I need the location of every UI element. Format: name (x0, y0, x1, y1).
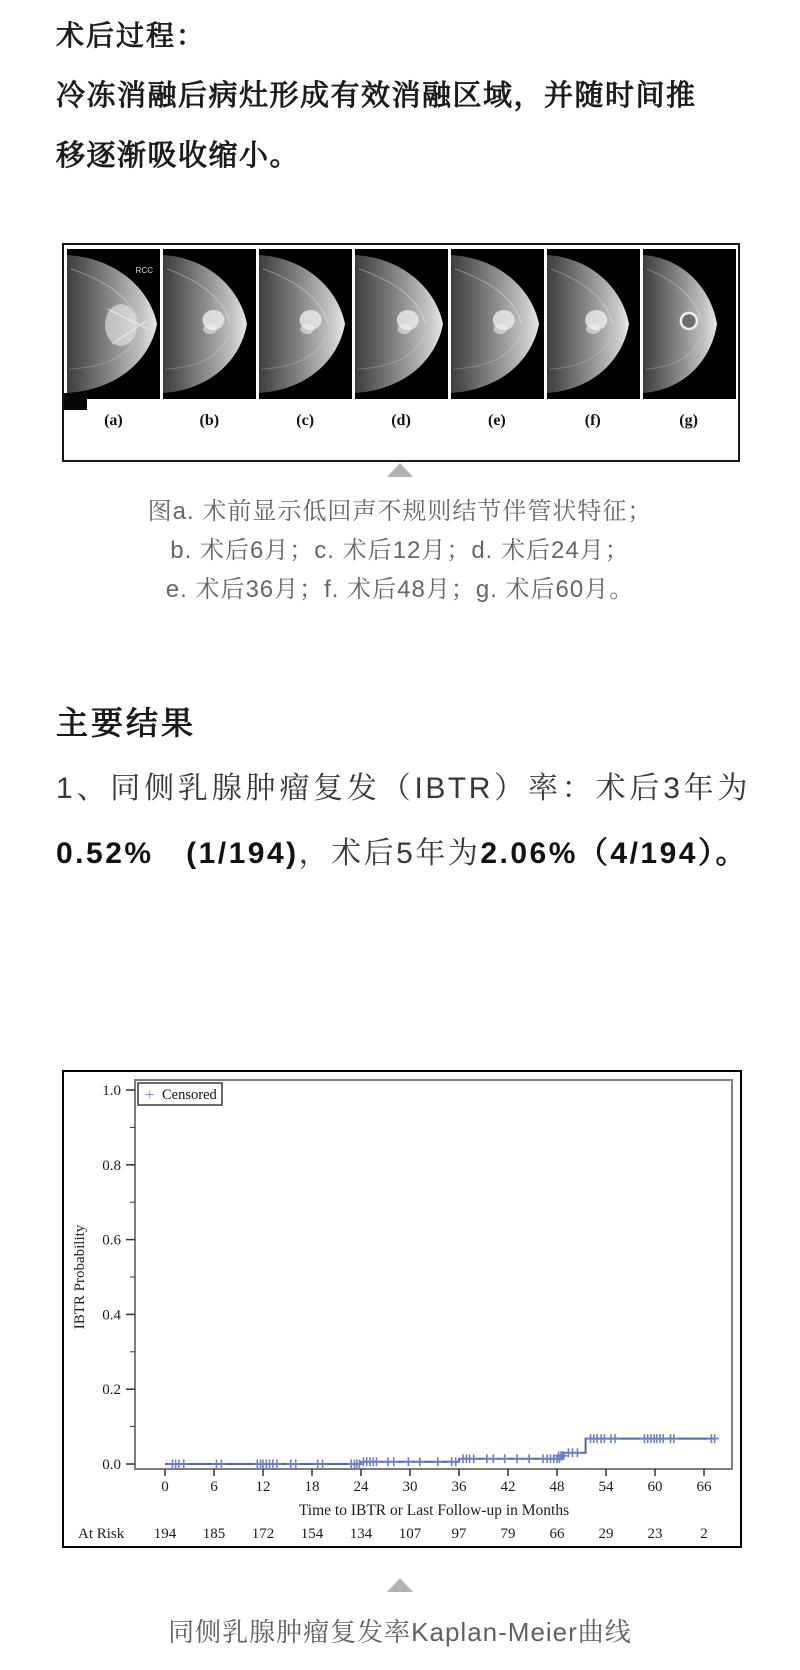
x-tick-label: 60 (647, 1479, 663, 1495)
y-tick-label: 0.8 (102, 1157, 121, 1174)
x-tick-label: 30 (402, 1479, 418, 1495)
result-value-bold: (1/194) (153, 837, 299, 870)
at-risk-value: 2 (700, 1526, 708, 1542)
section1-heading: 术后过程： (56, 21, 207, 52)
panel-label: (b) (199, 412, 220, 429)
mammogram-image (547, 249, 640, 399)
at-risk-value: 107 (398, 1526, 422, 1542)
km-chart-figure (62, 1070, 742, 1548)
result-value-bold: 0.52% (56, 837, 154, 870)
km-chart (64, 1072, 740, 1546)
at-risk-value: 134 (349, 1526, 373, 1542)
mammogram-image (259, 249, 352, 399)
x-tick-label: 12 (255, 1479, 271, 1495)
at-risk-value: 194 (153, 1526, 177, 1542)
at-risk-value: 172 (251, 1526, 275, 1542)
y-axis-title: IBTR Probability (72, 1224, 88, 1330)
x-tick-label: 42 (500, 1479, 516, 1495)
x-tick-label: 36 (451, 1479, 467, 1495)
panel-label: (d) (391, 412, 411, 429)
figure1-caption-line: 图a. 术前显示低回声不规则结节伴管状特征； (147, 498, 653, 525)
x-tick-label: 0 (161, 1479, 169, 1495)
mammogram-image (643, 249, 736, 399)
at-risk-value: 79 (500, 1526, 516, 1542)
x-tick-label: 66 (696, 1479, 712, 1495)
y-tick-label: 1.0 (102, 1083, 121, 1099)
at-risk-label: At Risk (78, 1526, 125, 1542)
result-text: ，术后5年为 (298, 837, 481, 870)
section2-paragraph (56, 756, 750, 886)
x-axis-title: Time to IBTR or Last Follow-up in Months (298, 1502, 570, 1519)
figure2-caption: 同侧乳腺肿瘤复发率Kaplan-Meier曲线 (168, 1617, 632, 1647)
mammogram-figure (62, 243, 740, 462)
y-tick-label: 0.4 (102, 1307, 121, 1324)
panel-label: (a) (104, 412, 123, 429)
film-corner-tab (64, 393, 87, 410)
y-tick-label: 0.2 (102, 1382, 121, 1399)
panel-label: (e) (487, 412, 506, 429)
y-tick-label: 0.0 (102, 1457, 121, 1473)
result-value-bold: 2.06% (480, 837, 578, 870)
film-marker-text: RCC (135, 266, 153, 275)
result-value-bold: （4/194）。 (577, 837, 748, 870)
x-tick-label: 54 (598, 1479, 614, 1495)
legend-label: Censored (162, 1087, 217, 1103)
figure1-caption (0, 492, 800, 609)
at-risk-value: 154 (300, 1526, 324, 1542)
caption-triangle-icon (387, 463, 413, 477)
result-text: 1、同侧乳腺肿瘤复发（IBTR）率：术后3年为 (56, 772, 750, 805)
mammogram-image (355, 249, 448, 399)
legend-censor-marker: + (145, 1085, 155, 1104)
panel-label: (g) (679, 412, 698, 429)
plot-frame (135, 1080, 732, 1469)
at-risk-value: 23 (647, 1526, 663, 1542)
at-risk-value: 185 (202, 1526, 226, 1542)
panel-label: (c) (296, 412, 315, 429)
x-tick-label: 18 (304, 1479, 320, 1495)
mammogram-image (163, 249, 256, 399)
x-tick-label: 24 (353, 1479, 369, 1495)
at-risk-value: 66 (549, 1526, 565, 1542)
x-tick-label: 6 (210, 1479, 218, 1495)
mammogram-panel-row (64, 245, 738, 399)
figure1-caption-line: e. 术后36月；f. 术后48月；g. 术后60月。 (165, 576, 635, 603)
at-risk-value: 97 (451, 1526, 467, 1542)
x-tick-label: 48 (549, 1479, 565, 1495)
at-risk-value: 29 (598, 1526, 614, 1542)
mammogram-label-row (64, 412, 738, 430)
section1-paragraph: 冷冻消融后病灶形成有效消融区域，并随时间推移逐渐吸收缩小。 (56, 80, 697, 172)
panel-label: (f) (584, 412, 601, 429)
caption-triangle-icon (387, 1578, 413, 1592)
mammogram-image (67, 249, 160, 399)
y-tick-label: 0.6 (102, 1232, 121, 1249)
figure1-caption-line: b. 术后6月；c. 术后12月；d. 术后24月； (170, 537, 630, 564)
section2-heading: 主要结果 (56, 705, 197, 741)
mammogram-image (451, 249, 544, 399)
